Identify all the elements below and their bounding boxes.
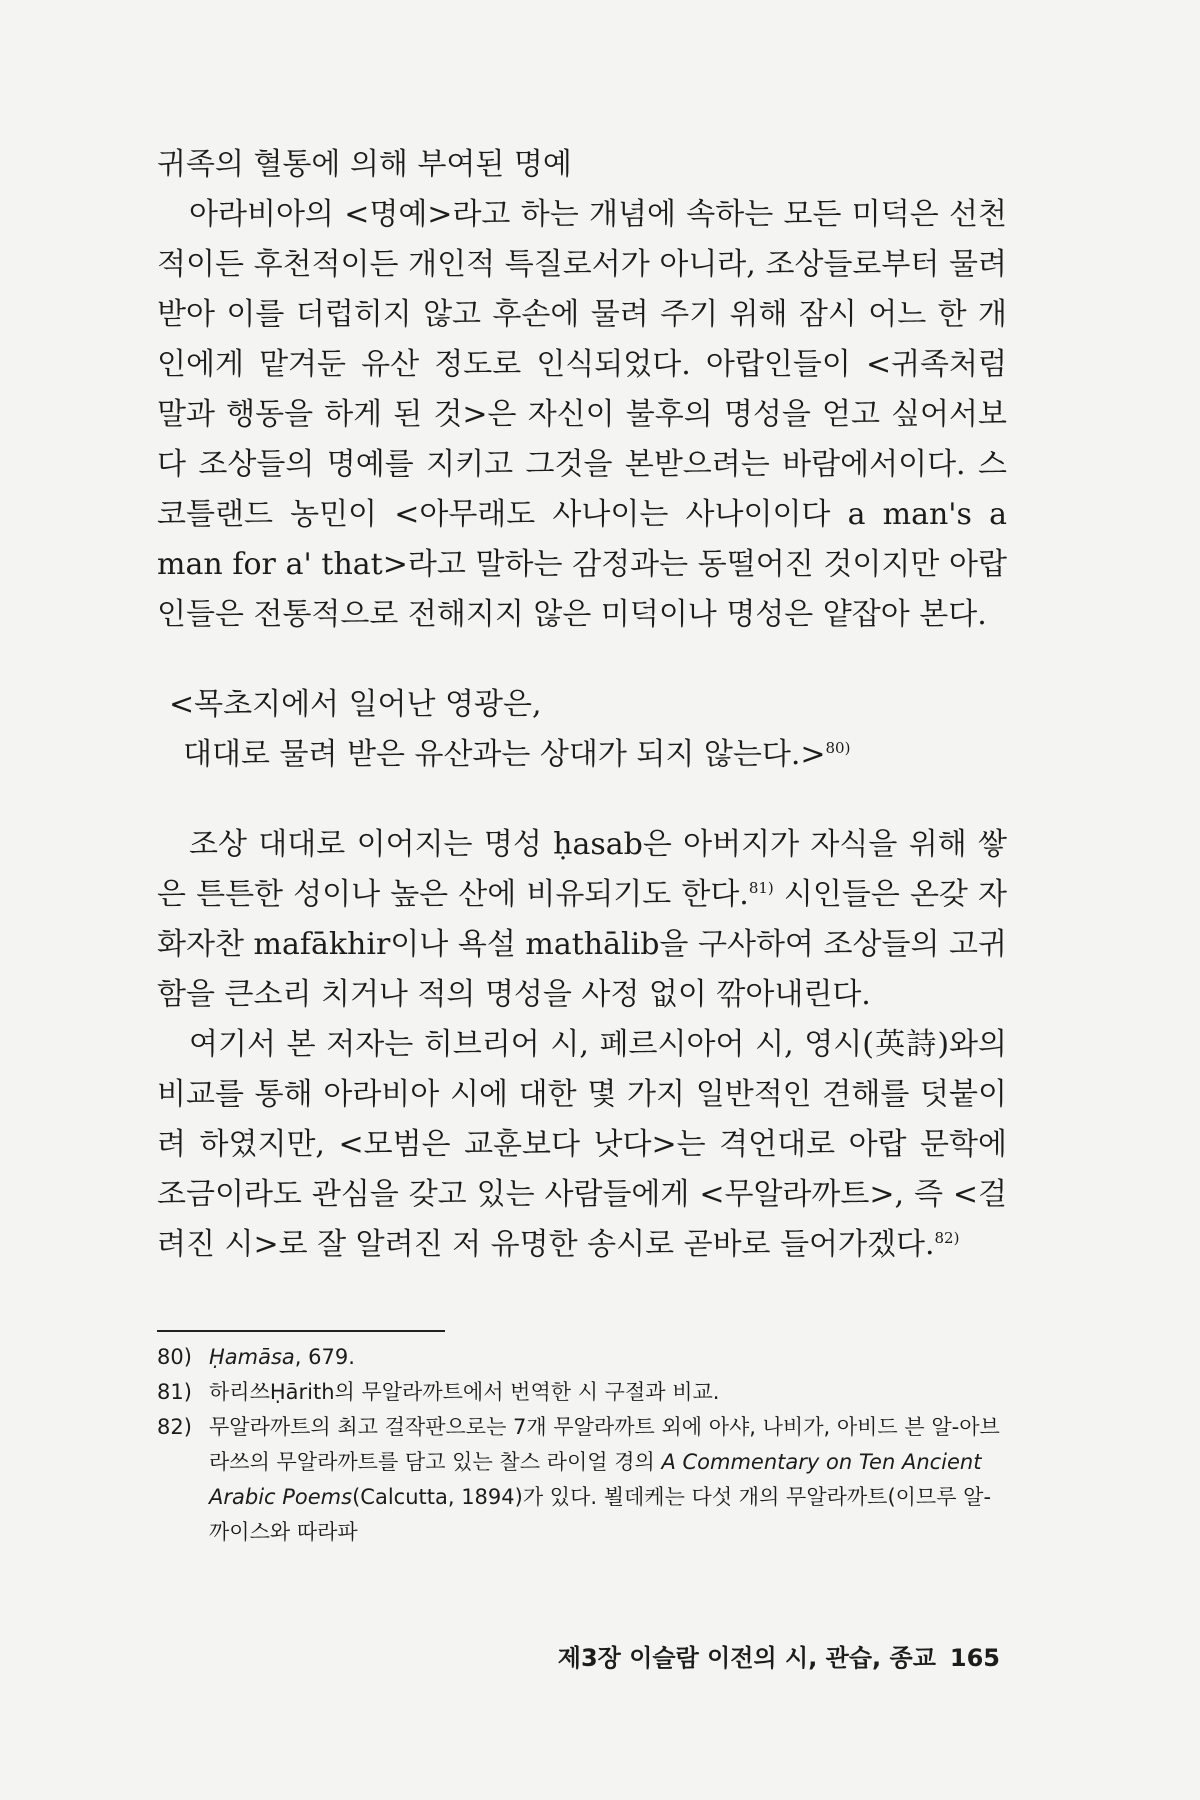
footnote-ref-80: 80) (825, 739, 851, 757)
verse-quote (169, 680, 1007, 780)
verse-line-2-text: 대대로 물려 받은 유산과는 상대가 되지 않는다.> (183, 737, 826, 772)
footnote-number: 81) (157, 1380, 192, 1404)
footnote-text: , 679. (294, 1345, 355, 1369)
footnote-81 (157, 1375, 1007, 1410)
section-heading: 귀족의 혈통에 의해 부여된 명예 (157, 147, 572, 182)
paragraph-1: 아라비아의 <명예>라고 하는 개념에 속하는 모든 미덕은 선천적이든 후천적이든 개인적 특질로서가 아니라, 조상들로부터 물려 받아 이를 더럽히지 않고 후손에 물려 주기 위해 잠시 어느 한 개인에게 맡겨둔 유산 정도로 인식되었다. 아랍인들이 <귀족처럼 말과 행동을 하게 된 것>은 자신이 불후의 명성을 얻고 싶어서보다 조상들의 명예를 지키고 그것을 본받으려는 바람에서이다. 스코틀랜드 농민이 <아무래도 사나이는 사나이이다 a man's a man for a' that>라고 말하는 감정과는 동떨어진 것이지만 아랍인들은 전통적으로 전해지지 않은 미덕이나 명성은 얕잡아 본다. (157, 197, 1007, 632)
body-text (157, 140, 1007, 1270)
footnote-number: 80) (157, 1345, 192, 1369)
chapter-title: 제3장 이슬람 이전의 시, 관습, 종교 (557, 1644, 936, 1672)
running-footer (558, 1638, 1000, 1673)
paragraph-3-text: 여기서 본 저자는 히브리어 시, 페르시아어 시, 영시(英詩)와의 비교를 통해 아라비아 시에 대한 몇 가지 일반적인 견해를 덧붙이려 하였지만, <모범은 교훈보다 낫다>는 격언대로 아랍 문학에 조금이라도 관심을 갖고 있는 사람들에게 <무알라까트>, 즉 <걸려진 시>로 잘 알려진 저 유명한 송시로 곧바로 들어가겠다. (157, 1027, 1007, 1262)
paragraph-2-text: 조상 대대로 이어지는 명성 ḥasab은 아버지가 자식을 위해 쌓은 튼튼한 성이나 높은 산에 비유되기도 한다. (157, 827, 1007, 912)
footnote-number: 82) (157, 1415, 192, 1439)
verse-line-2 (169, 730, 1007, 780)
footnote-80 (157, 1340, 1007, 1375)
footnotes (157, 1340, 1007, 1550)
footnote-text-pre: 무알라까트의 최고 걸작판으로는 7개 무알라까트 외에 아샤, 나비가, 아비드 븐 알-아브라쓰의 무알라까트를 담고 있는 찰스 라이얼 경의 (209, 1415, 1000, 1474)
footnote-text-post: (Calcutta, 1894)가 있다. 뵐데케는 다섯 개의 무알라까트(이므루 알-까이스와 따라파 (209, 1485, 992, 1544)
paragraph-2-rest: 시인들은 온갖 자화자찬 mafākhir이나 욕설 mathālib을 구사하여 조상들의 고귀함을 큰소리 치거나 적의 명성을 사정 없이 깎아내린다. (157, 877, 1007, 1012)
footnote-book-title: A Commentary on Ten Ancient Arabic Poems (209, 1450, 982, 1509)
footnote-title: Ḥamāsa (209, 1345, 295, 1369)
footnote-divider (157, 1330, 445, 1332)
footnote-ref-81: 81) (748, 879, 774, 897)
page-number: 165 (949, 1644, 1000, 1672)
footnote-ref-82: 82) (934, 1229, 960, 1247)
footnote-82 (157, 1410, 1007, 1550)
paragraph-3 (157, 1020, 1007, 1270)
verse-line-1: <목초지에서 일어난 영광은, (169, 687, 542, 722)
paragraph-2 (157, 820, 1007, 1020)
footnote-text: 하리쓰Ḥārith의 무알라까트에서 번역한 시 구절과 비교. (209, 1380, 720, 1404)
